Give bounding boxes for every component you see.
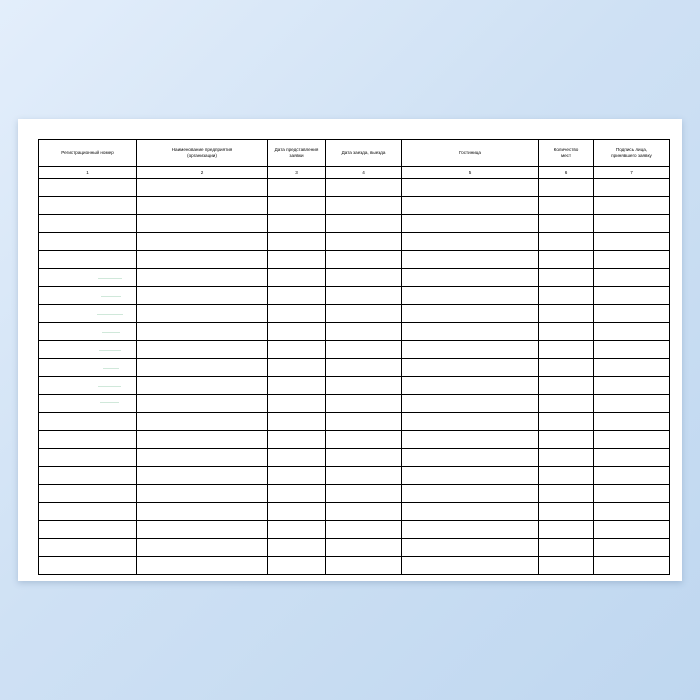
table-cell[interactable]	[539, 341, 594, 359]
table-row	[39, 503, 670, 521]
table-cell[interactable]	[137, 251, 268, 269]
table-cell[interactable]	[594, 449, 670, 467]
table-cell[interactable]	[402, 269, 539, 287]
table-cell[interactable]	[594, 197, 670, 215]
table-cell[interactable]	[39, 467, 137, 485]
table-cell[interactable]	[326, 521, 402, 539]
table-cell[interactable]	[39, 557, 137, 575]
table-row	[39, 377, 670, 395]
table-cell[interactable]	[268, 233, 326, 251]
table-row	[39, 323, 670, 341]
column-header-places-count	[539, 140, 594, 167]
table-row	[39, 449, 670, 467]
table-cell[interactable]	[39, 233, 137, 251]
table-cell[interactable]	[539, 233, 594, 251]
table-cell[interactable]	[39, 341, 137, 359]
table-cell[interactable]	[39, 503, 137, 521]
table-cell[interactable]	[137, 395, 268, 413]
register-table-area	[38, 139, 662, 561]
table-cell[interactable]	[137, 431, 268, 449]
table-cell[interactable]	[268, 377, 326, 395]
table-cell[interactable]	[594, 377, 670, 395]
header-line: Дата представления	[274, 147, 319, 152]
table-cell[interactable]	[326, 539, 402, 557]
table-cell[interactable]	[402, 395, 539, 413]
table-body	[39, 179, 670, 575]
table-cell[interactable]	[539, 503, 594, 521]
paper-sheet	[18, 119, 682, 581]
table-cell[interactable]	[594, 521, 670, 539]
table-cell[interactable]	[137, 557, 268, 575]
table-cell[interactable]	[326, 287, 402, 305]
table-cell[interactable]	[268, 395, 326, 413]
table-cell[interactable]	[137, 233, 268, 251]
table-cell[interactable]	[137, 503, 268, 521]
table-cell[interactable]	[402, 323, 539, 341]
table-cell[interactable]	[326, 395, 402, 413]
table-cell[interactable]	[326, 323, 402, 341]
table-cell[interactable]	[137, 449, 268, 467]
register-table	[38, 139, 670, 575]
table-row	[39, 359, 670, 377]
table-cell[interactable]	[326, 431, 402, 449]
table-cell[interactable]	[268, 413, 326, 431]
table-cell[interactable]	[539, 521, 594, 539]
table-cell[interactable]	[39, 197, 137, 215]
table-cell[interactable]	[326, 233, 402, 251]
column-number: 3	[268, 167, 326, 179]
table-cell[interactable]	[326, 215, 402, 233]
table-cell[interactable]	[268, 431, 326, 449]
table-cell[interactable]	[268, 503, 326, 521]
table-cell[interactable]	[326, 251, 402, 269]
table-cell[interactable]	[39, 449, 137, 467]
table-cell[interactable]	[39, 539, 137, 557]
table-cell[interactable]	[39, 179, 137, 197]
table-cell[interactable]	[326, 269, 402, 287]
table-cell[interactable]	[137, 341, 268, 359]
table-cell[interactable]	[539, 395, 594, 413]
column-header-organization-name	[137, 140, 268, 167]
table-cell[interactable]	[268, 215, 326, 233]
table-cell[interactable]	[539, 449, 594, 467]
table-cell[interactable]	[594, 467, 670, 485]
table-cell[interactable]	[402, 179, 539, 197]
table-cell[interactable]	[594, 359, 670, 377]
column-header-arrival-departure-date	[326, 140, 402, 167]
table-cell[interactable]	[539, 251, 594, 269]
table-cell[interactable]	[402, 467, 539, 485]
column-header-application-date	[268, 140, 326, 167]
table-cell[interactable]	[594, 305, 670, 323]
table-cell[interactable]	[39, 485, 137, 503]
table-cell[interactable]	[39, 377, 137, 395]
table-row	[39, 179, 670, 197]
table-cell[interactable]	[594, 485, 670, 503]
table-cell[interactable]	[402, 197, 539, 215]
table-row	[39, 287, 670, 305]
table-cell[interactable]	[39, 413, 137, 431]
table-cell[interactable]	[539, 539, 594, 557]
table-cell[interactable]	[268, 251, 326, 269]
table-cell[interactable]	[539, 305, 594, 323]
table-cell[interactable]	[326, 503, 402, 521]
table-cell[interactable]	[402, 377, 539, 395]
table-cell[interactable]	[326, 413, 402, 431]
table-row	[39, 431, 670, 449]
table-cell[interactable]	[539, 323, 594, 341]
table-cell[interactable]	[402, 341, 539, 359]
table-cell[interactable]	[594, 287, 670, 305]
table-cell[interactable]	[137, 269, 268, 287]
column-number: 4	[326, 167, 402, 179]
header-line: мест	[560, 153, 572, 158]
column-number: 6	[539, 167, 594, 179]
header-row	[39, 140, 670, 167]
table-cell[interactable]	[326, 197, 402, 215]
table-row	[39, 521, 670, 539]
table-cell[interactable]	[137, 179, 268, 197]
table-cell[interactable]	[539, 359, 594, 377]
column-header-hotel	[402, 140, 539, 167]
table-cell[interactable]	[326, 485, 402, 503]
table-cell[interactable]	[326, 377, 402, 395]
table-row	[39, 395, 670, 413]
table-cell[interactable]	[39, 251, 137, 269]
table-cell[interactable]	[268, 449, 326, 467]
table-cell[interactable]	[268, 341, 326, 359]
table-cell[interactable]	[268, 539, 326, 557]
table-cell[interactable]	[539, 557, 594, 575]
table-cell[interactable]	[137, 467, 268, 485]
table-cell[interactable]	[326, 449, 402, 467]
table-cell[interactable]	[268, 323, 326, 341]
table-cell[interactable]	[137, 305, 268, 323]
table-cell[interactable]	[268, 485, 326, 503]
table-cell[interactable]	[268, 359, 326, 377]
table-row	[39, 539, 670, 557]
table-row	[39, 251, 670, 269]
table-row	[39, 233, 670, 251]
table-row	[39, 269, 670, 287]
table-cell[interactable]	[539, 467, 594, 485]
table-header	[39, 140, 670, 179]
table-row	[39, 557, 670, 575]
column-number: 1	[39, 167, 137, 179]
table-cell[interactable]	[594, 413, 670, 431]
table-row	[39, 305, 670, 323]
column-header-signature	[594, 140, 670, 167]
table-cell[interactable]	[539, 197, 594, 215]
table-cell[interactable]	[402, 305, 539, 323]
table-cell[interactable]	[137, 323, 268, 341]
table-cell[interactable]	[39, 305, 137, 323]
table-cell[interactable]	[594, 503, 670, 521]
table-cell[interactable]	[137, 359, 268, 377]
table-cell[interactable]	[594, 251, 670, 269]
table-cell[interactable]	[39, 521, 137, 539]
table-cell[interactable]	[539, 413, 594, 431]
table-cell[interactable]	[402, 521, 539, 539]
table-cell[interactable]	[594, 539, 670, 557]
table-cell[interactable]	[539, 431, 594, 449]
table-cell[interactable]	[137, 521, 268, 539]
table-cell[interactable]	[402, 503, 539, 521]
table-cell[interactable]	[594, 215, 670, 233]
table-cell[interactable]	[137, 287, 268, 305]
table-cell[interactable]	[268, 305, 326, 323]
table-cell[interactable]	[539, 377, 594, 395]
table-cell[interactable]	[326, 305, 402, 323]
table-cell[interactable]	[326, 179, 402, 197]
table-cell[interactable]	[137, 377, 268, 395]
table-cell[interactable]	[39, 287, 137, 305]
table-row	[39, 215, 670, 233]
table-cell[interactable]	[539, 485, 594, 503]
header-line: Наименование предприятия	[171, 147, 233, 152]
header-line: Количество	[553, 147, 579, 152]
table-cell[interactable]	[137, 197, 268, 215]
table-cell[interactable]	[39, 215, 137, 233]
table-row	[39, 341, 670, 359]
table-cell[interactable]	[402, 449, 539, 467]
table-cell[interactable]	[39, 359, 137, 377]
table-cell[interactable]	[39, 323, 137, 341]
table-cell[interactable]	[326, 341, 402, 359]
header-line: принявшего заявку	[611, 153, 652, 158]
table-cell[interactable]	[268, 269, 326, 287]
table-cell[interactable]	[539, 287, 594, 305]
table-cell[interactable]	[402, 359, 539, 377]
table-cell[interactable]	[137, 215, 268, 233]
table-cell[interactable]	[39, 269, 137, 287]
table-cell[interactable]	[268, 287, 326, 305]
header-line: Регистрационный номер	[61, 150, 114, 155]
table-cell[interactable]	[268, 179, 326, 197]
table-cell[interactable]	[402, 413, 539, 431]
table-cell[interactable]	[594, 557, 670, 575]
table-cell[interactable]	[326, 557, 402, 575]
table-cell[interactable]	[326, 467, 402, 485]
table-cell[interactable]	[594, 431, 670, 449]
table-cell[interactable]	[402, 215, 539, 233]
table-cell[interactable]	[594, 179, 670, 197]
table-row	[39, 413, 670, 431]
header-line: Дата заезда, выезда	[341, 150, 386, 155]
table-cell[interactable]	[402, 251, 539, 269]
header-line: Гостиница	[459, 150, 481, 155]
table-cell[interactable]	[594, 323, 670, 341]
header-line: Подпись лица,	[615, 147, 648, 152]
column-number: 5	[402, 167, 539, 179]
table-cell[interactable]	[594, 395, 670, 413]
table-cell[interactable]	[402, 233, 539, 251]
column-number: 2	[137, 167, 268, 179]
table-cell[interactable]	[594, 269, 670, 287]
column-number-row	[39, 167, 670, 179]
table-cell[interactable]	[326, 359, 402, 377]
table-cell[interactable]	[539, 215, 594, 233]
column-header-registration-number	[39, 140, 137, 167]
table-cell[interactable]	[402, 539, 539, 557]
header-line: заявки	[289, 153, 304, 158]
table-cell[interactable]	[594, 341, 670, 359]
table-cell[interactable]	[39, 431, 137, 449]
table-cell[interactable]	[594, 233, 670, 251]
table-cell[interactable]	[137, 539, 268, 557]
table-row	[39, 467, 670, 485]
table-cell[interactable]	[268, 557, 326, 575]
table-cell[interactable]	[137, 485, 268, 503]
table-cell[interactable]	[268, 521, 326, 539]
table-row	[39, 197, 670, 215]
table-cell[interactable]	[402, 485, 539, 503]
table-cell[interactable]	[402, 557, 539, 575]
table-cell[interactable]	[268, 197, 326, 215]
column-number: 7	[594, 167, 670, 179]
table-cell[interactable]	[539, 269, 594, 287]
table-cell[interactable]	[402, 287, 539, 305]
table-cell[interactable]	[39, 395, 137, 413]
header-line: (организации)	[187, 153, 217, 158]
table-cell[interactable]	[402, 431, 539, 449]
table-cell[interactable]	[268, 467, 326, 485]
table-row	[39, 485, 670, 503]
table-cell[interactable]	[539, 179, 594, 197]
table-cell[interactable]	[137, 413, 268, 431]
